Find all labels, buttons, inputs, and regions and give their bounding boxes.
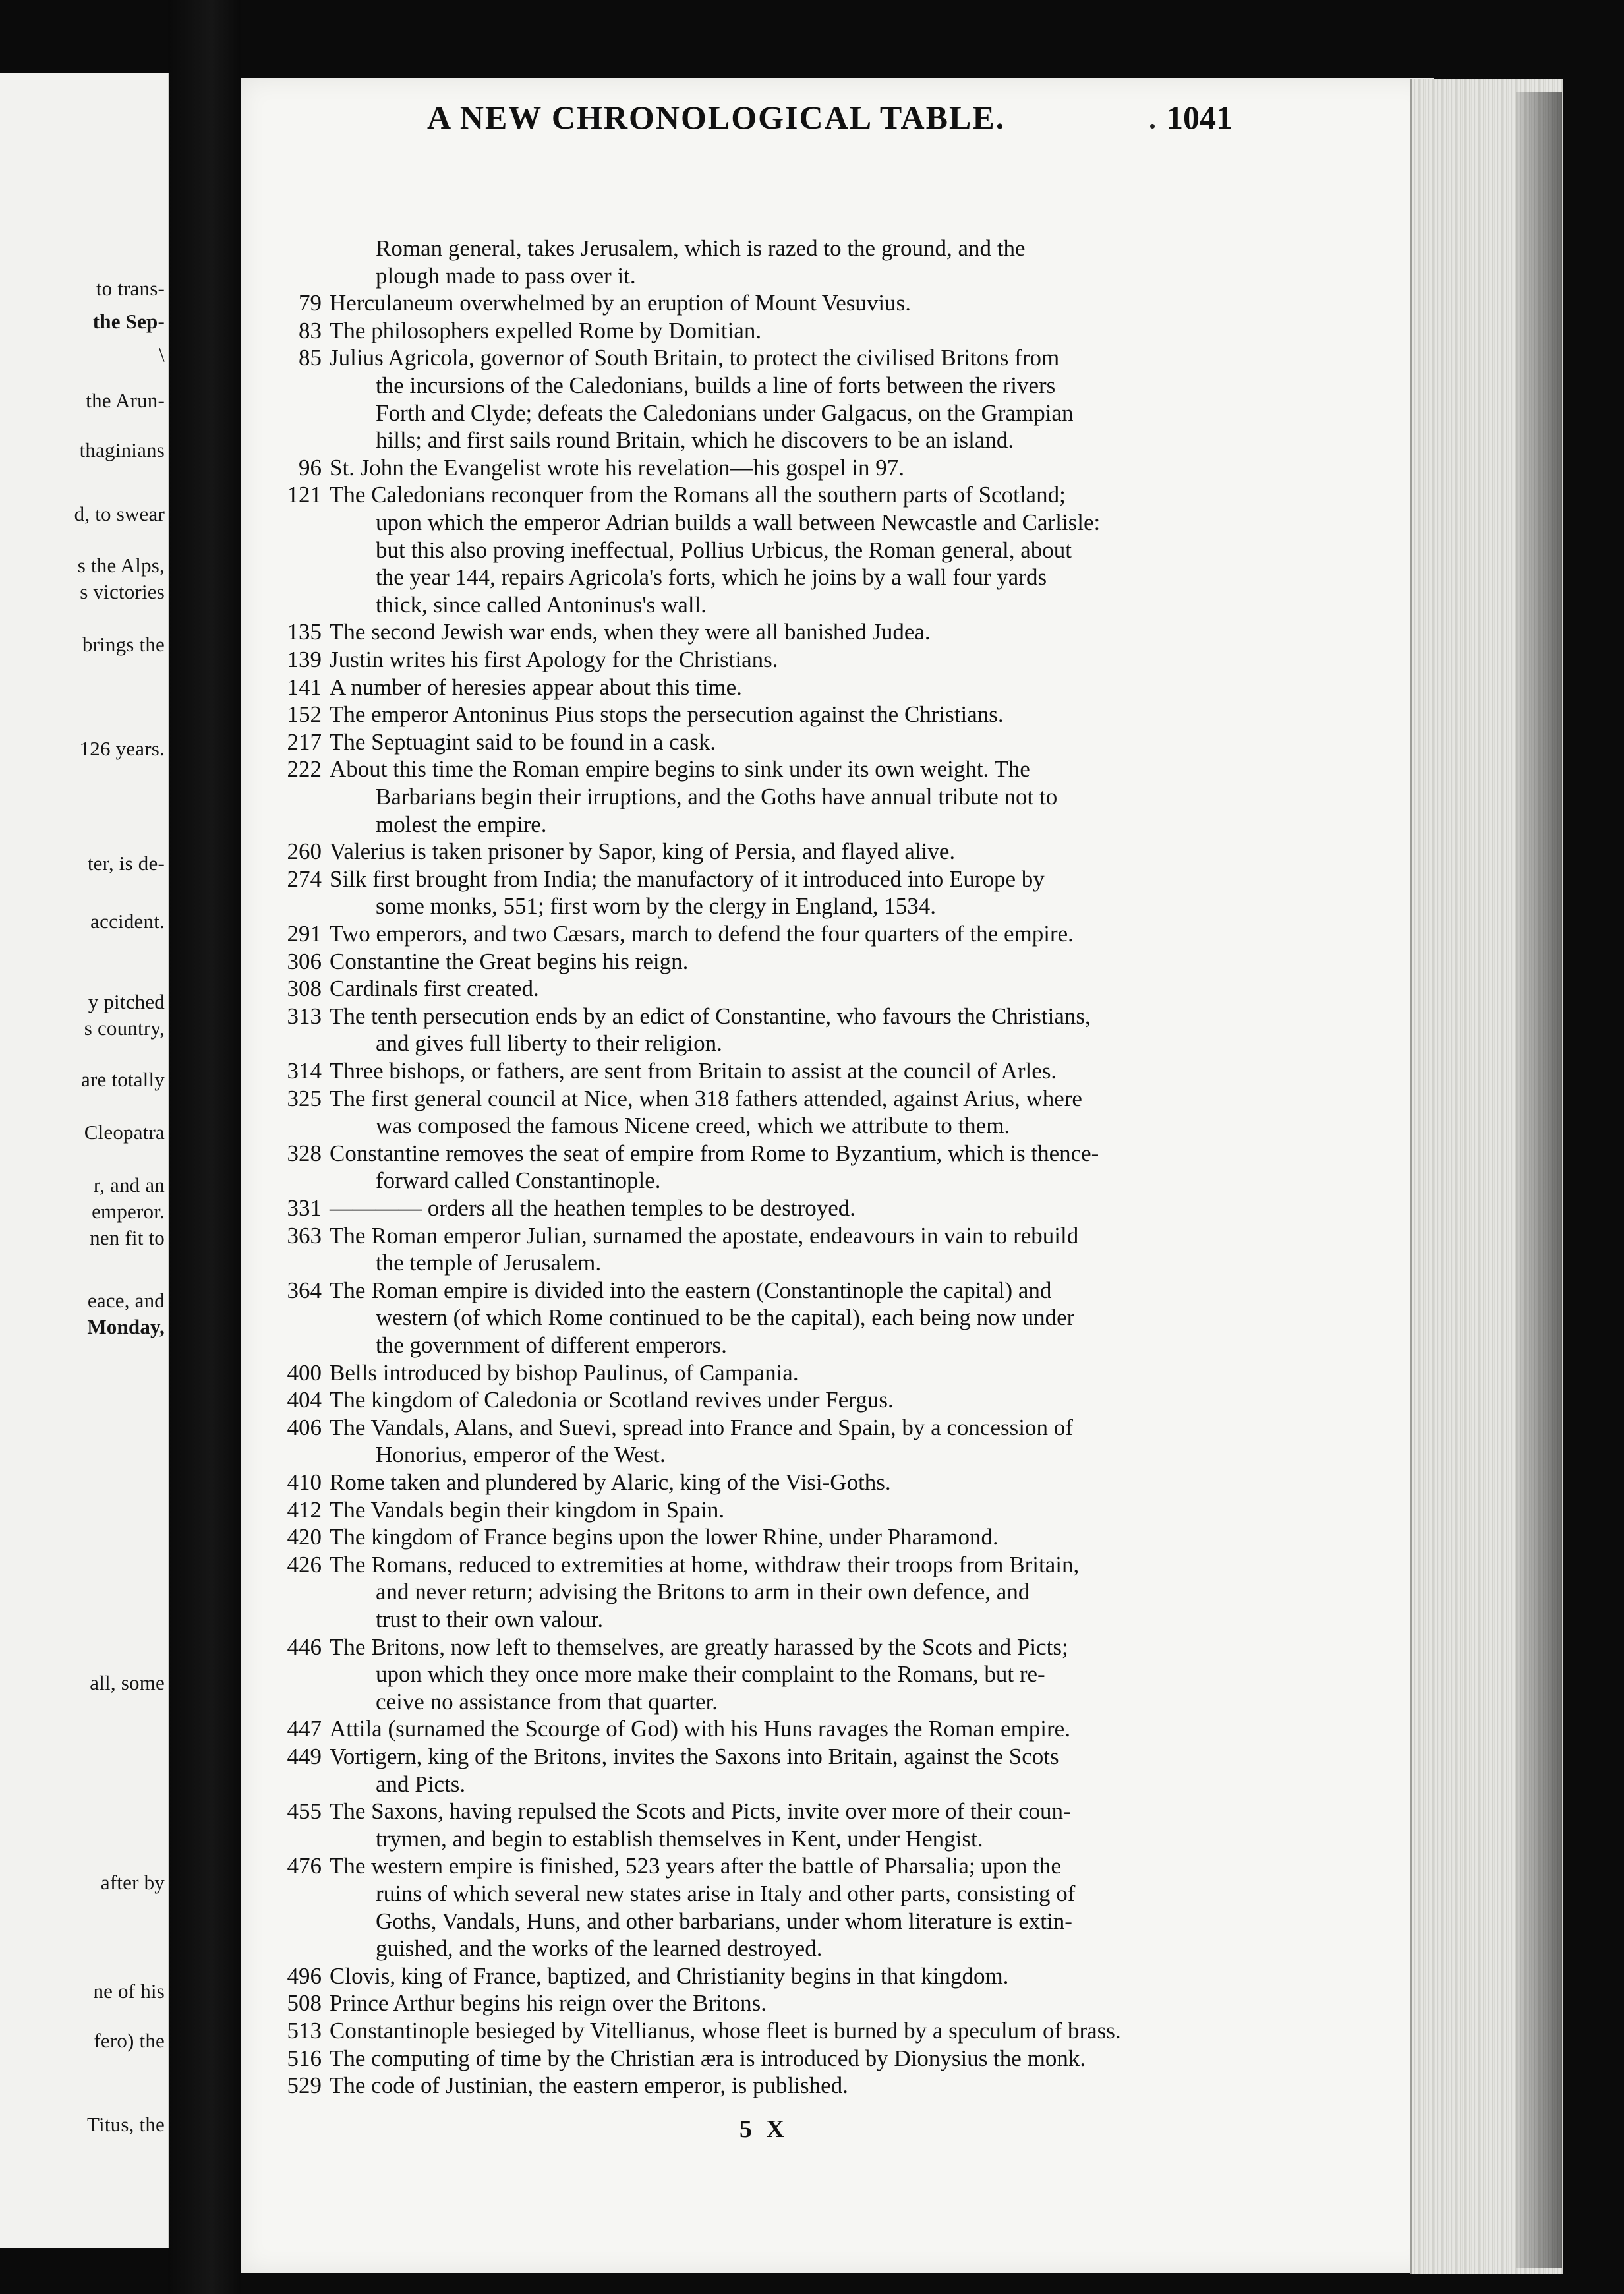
table-row	[264, 454, 1252, 482]
table-row	[264, 866, 1252, 893]
table-row	[264, 1194, 1252, 1222]
entry-text: forward called Constantinople.	[376, 1167, 661, 1193]
left-page-line: r, and an	[93, 1173, 165, 1196]
table-row	[264, 564, 1252, 591]
entry-text: ruins of which several new states arise in Italy and other parts, consisting of	[376, 1881, 1076, 1906]
entry-text: ceive no assistance from that quarter.	[376, 1689, 718, 1715]
table-row	[264, 1962, 1252, 1990]
entry-text: molest the empire.	[376, 811, 547, 837]
entry-year: 331	[287, 1195, 322, 1221]
table-row	[264, 1469, 1252, 1496]
entry-text: Prince Arthur begins his reign over the Britons.	[330, 1990, 767, 2016]
left-page-line: 126 years.	[79, 737, 165, 760]
page-header	[0, 91, 1624, 144]
entry-text: Goths, Vandals, Huns, and other barbarians, under whom literature is extin-	[376, 1908, 1072, 1934]
entry-text: but this also proving ineffectual, Pollius Urbicus, the Roman general, about	[376, 537, 1072, 563]
entry-text: and never return; advising the Britons to arm in their own defence, and	[376, 1579, 1030, 1604]
entry-text: The Roman emperor Julian, surnamed the apostate, endeavours in vain to rebuild	[330, 1223, 1079, 1249]
entry-text: upon which they once more make their complaint to the Romans, but re-	[376, 1661, 1045, 1687]
entry-text: The Septuagint said to be found in a cask.	[330, 729, 716, 755]
entry-text: The Britons, now left to themselves, are greatly harassed by the Scots and Picts;	[330, 1634, 1068, 1660]
entry-year: 139	[287, 647, 322, 672]
table-row	[264, 1085, 1252, 1113]
entry-year: 410	[287, 1469, 322, 1495]
entry-year: 313	[287, 1003, 322, 1029]
entry-year: 496	[287, 1963, 322, 1989]
table-row	[264, 948, 1252, 976]
entry-text: The first general council at Nice, when 318 fathers attended, against Arius, where	[330, 1086, 1082, 1111]
entry-year: 420	[287, 1524, 322, 1550]
entry-year: 364	[287, 1278, 322, 1303]
entry-year: 135	[287, 619, 322, 645]
entry-text: St. John the Evangelist wrote his revelation—his gospel in 97.	[330, 455, 904, 481]
entry-year: 217	[287, 729, 322, 755]
entry-text: ———— orders all the heathen temples to be destroyed.	[330, 1195, 856, 1221]
entry-text: The kingdom of France begins upon the lower Rhine, under Pharamond.	[330, 1524, 999, 1550]
entry-year: 274	[287, 866, 322, 892]
entry-year: 400	[287, 1360, 322, 1386]
entry-text: was composed the famous Nicene creed, which we attribute to them.	[376, 1113, 1010, 1138]
left-page-line: fero) the	[94, 2029, 165, 2052]
entry-year: 447	[287, 1716, 322, 1742]
entry-year: 412	[287, 1497, 322, 1523]
entry-year: 79	[299, 290, 322, 316]
entry-text: Rome taken and plundered by Alaric, king of the Visi-Goths.	[330, 1469, 891, 1495]
table-row	[264, 317, 1252, 345]
table-row	[264, 289, 1252, 317]
entry-year: 314	[287, 1058, 322, 1084]
table-row	[264, 591, 1252, 619]
table-row	[264, 1743, 1252, 1771]
entry-text: Roman general, takes Jerusalem, which is razed to the ground, and the	[376, 235, 1026, 261]
table-row	[264, 1167, 1252, 1194]
entry-text: and gives full liberty to their religion.	[376, 1030, 722, 1056]
left-page-line: brings the	[82, 633, 165, 656]
entry-year: 513	[287, 2018, 322, 2044]
table-row	[264, 2045, 1252, 2073]
entry-year: 449	[287, 1744, 322, 1769]
entry-text: The Vandals begin their kingdom in Spain.	[330, 1497, 725, 1523]
entry-year: 85	[299, 345, 322, 370]
table-row	[264, 1880, 1252, 1908]
entry-text: The philosophers expelled Rome by Domitian.	[330, 318, 762, 343]
entry-text: Justin writes his first Apology for the Christians.	[330, 647, 778, 672]
table-row	[264, 372, 1252, 399]
entry-year: 325	[287, 1086, 322, 1111]
entry-text: trust to their own valour.	[376, 1606, 604, 1632]
table-row	[264, 893, 1252, 920]
table-row	[264, 1661, 1252, 1688]
printer-signature: 5 X	[740, 2115, 788, 2143]
table-row	[264, 1852, 1252, 1880]
table-row	[264, 235, 1252, 262]
entry-text: Herculaneum overwhelmed by an eruption of Mount Vesuvius.	[330, 290, 911, 316]
entry-text: The Saxons, having repulsed the Scots and Picts, invite over more of their coun-	[330, 1798, 1071, 1824]
entry-text: the incursions of the Caledonians, builds a line of forts between the rivers	[376, 372, 1056, 398]
running-title: A NEW CHRONOLOGICAL TABLE.	[427, 99, 1006, 136]
entry-year: 363	[287, 1223, 322, 1249]
table-row	[264, 1030, 1252, 1057]
left-page-line: Monday,	[87, 1315, 165, 1338]
entry-year: 291	[287, 921, 322, 947]
left-page-line: d, to swear	[74, 502, 165, 525]
left-page-line: the Arun-	[86, 389, 165, 412]
entry-year: 529	[287, 2073, 322, 2098]
entry-year: 141	[287, 674, 322, 700]
entry-text: Constantinople besieged by Vitellianus, whose fleet is burned by a speculum of brass.	[330, 2018, 1121, 2044]
table-row	[264, 1441, 1252, 1469]
table-row	[264, 509, 1252, 537]
table-row	[264, 344, 1252, 372]
book-gutter	[168, 0, 241, 2294]
left-page-line: emperor.	[92, 1200, 165, 1223]
entry-text: The computing of time by the Christian æra is introduced by Dionysius the monk.	[330, 2045, 1086, 2071]
table-row	[264, 1003, 1252, 1030]
entry-text: western (of which Rome continued to be the capital), each being now under	[376, 1305, 1075, 1330]
entry-text: The Romans, reduced to extremities at home, withdraw their troops from Britain,	[330, 1552, 1080, 1577]
table-row	[264, 728, 1252, 756]
table-row	[264, 783, 1252, 811]
entry-text: About this time the Roman empire begins to sink under its own weight. The	[330, 756, 1030, 782]
entry-year: 455	[287, 1798, 322, 1824]
left-page-line: Cleopatra	[84, 1121, 165, 1144]
left-page-line: s the Alps,	[77, 554, 165, 577]
table-row	[264, 1633, 1252, 1661]
table-row	[264, 1414, 1252, 1442]
entry-text: thick, since called Antoninus's wall.	[376, 592, 707, 618]
entry-year: 308	[287, 976, 322, 1001]
entry-text: Three bishops, or fathers, are sent from Britain to assist at the council of Arles.	[330, 1058, 1057, 1084]
entry-text: A number of heresies appear about this time.	[330, 674, 742, 700]
entry-text: The Roman empire is divided into the eastern (Constantinople the capital) and	[330, 1278, 1052, 1303]
table-row	[264, 618, 1252, 646]
entry-text: Two emperors, and two Cæsars, march to defend the four quarters of the empire.	[330, 921, 1074, 947]
table-row	[264, 1551, 1252, 1579]
table-row	[264, 481, 1252, 509]
entry-text: Julius Agricola, governor of South Britain, to protect the civilised Britons from	[330, 345, 1060, 370]
left-page-line: eace, and	[87, 1289, 165, 1312]
entry-text: hills; and first sails round Britain, which he discovers to be an island.	[376, 427, 1014, 453]
left-page-line: the Sep-	[92, 310, 165, 333]
table-row	[264, 1771, 1252, 1798]
page-edge-shadow	[1516, 92, 1562, 2268]
table-row	[264, 1057, 1252, 1085]
entry-text: The tenth persecution ends by an edict of Constantine, who favours the Christians,	[330, 1003, 1091, 1029]
entry-year: 404	[287, 1387, 322, 1413]
table-row	[264, 1496, 1252, 1524]
table-row	[264, 399, 1252, 427]
entry-text: Attila (surnamed the Scourge of God) with his Huns ravages the Roman empire.	[330, 1716, 1070, 1742]
table-row	[264, 701, 1252, 728]
table-row	[264, 1606, 1252, 1633]
left-page-line: s country,	[84, 1016, 165, 1040]
left-page-line: ter, is de-	[87, 852, 165, 875]
table-row	[264, 811, 1252, 838]
table-row	[264, 1386, 1252, 1414]
table-row	[264, 1249, 1252, 1277]
table-row	[264, 1277, 1252, 1305]
entry-text: upon which the emperor Adrian builds a wall between Newcastle and Carlisle:	[376, 510, 1101, 535]
entry-year: 446	[287, 1634, 322, 1660]
entry-year: 508	[287, 1990, 322, 2016]
table-row	[264, 1359, 1252, 1387]
entry-year: 260	[287, 838, 322, 864]
left-page-line: nen fit to	[90, 1226, 165, 1249]
entry-text: The western empire is finished, 523 years after the battle of Pharsalia; upon the	[330, 1853, 1061, 1879]
table-row	[264, 537, 1252, 564]
entry-year: 476	[287, 1853, 322, 1879]
entry-year: 306	[287, 949, 322, 974]
table-row	[264, 838, 1252, 866]
entry-text: trymen, and begin to establish themselves in Kent, under Hengist.	[376, 1826, 983, 1852]
table-row	[264, 262, 1252, 290]
table-row	[264, 1304, 1252, 1332]
entry-text: Honorius, emperor of the West.	[376, 1442, 666, 1467]
table-row	[264, 755, 1252, 783]
left-page-line: to trans-	[96, 277, 165, 300]
entry-text: the temple of Jerusalem.	[376, 1250, 602, 1276]
left-page-line: s victories	[80, 580, 165, 603]
table-row	[264, 2017, 1252, 2045]
left-page-line: accident.	[90, 910, 165, 933]
entry-year: 152	[287, 701, 322, 727]
table-row	[264, 1332, 1252, 1359]
left-page-line: ne of his	[93, 1980, 165, 2003]
entry-text: The kingdom of Caledonia or Scotland revives under Fergus.	[330, 1387, 894, 1413]
entry-text: Valerius is taken prisoner by Sapor, king of Persia, and flayed alive.	[330, 838, 956, 864]
entry-text: plough made to pass over it.	[376, 263, 636, 289]
entry-text: the government of different emperors.	[376, 1332, 727, 1358]
left-page-line: Titus, the	[86, 2113, 165, 2136]
entry-year: 96	[299, 455, 322, 481]
entry-text: and Picts.	[376, 1771, 466, 1797]
table-row	[264, 1989, 1252, 2017]
left-page-line: \	[159, 343, 165, 366]
left-page-line: y pitched	[88, 990, 165, 1013]
entry-text: Silk first brought from India; the manufactory of it introduced into Europe by	[330, 866, 1045, 892]
entry-text: Forth and Clyde; defeats the Caledonians under Galgacus, on the Grampian	[376, 400, 1074, 426]
table-row	[264, 2072, 1252, 2100]
entry-year: 83	[299, 318, 322, 343]
entry-year: 328	[287, 1140, 322, 1166]
entry-text: The emperor Antoninus Pius stops the persecution against the Christians.	[330, 701, 1004, 727]
table-row	[264, 1523, 1252, 1551]
table-row	[264, 426, 1252, 454]
left-page-line: are totally	[80, 1068, 165, 1091]
table-row	[264, 1140, 1252, 1167]
entry-year: 426	[287, 1552, 322, 1577]
entry-year: 222	[287, 756, 322, 782]
entry-text: Vortigern, king of the Britons, invites the Saxons into Britain, against the Scots	[330, 1744, 1059, 1769]
table-row	[264, 1688, 1252, 1716]
entry-text: some monks, 551; first worn by the clergy in England, 1534.	[376, 893, 936, 919]
table-row	[264, 1222, 1252, 1250]
entry-year: 406	[287, 1415, 322, 1440]
entry-text: Cardinals first created.	[330, 976, 539, 1001]
entry-text: guished, and the works of the learned destroyed.	[376, 1935, 823, 1961]
table-row	[264, 920, 1252, 948]
entry-text: The code of Justinian, the eastern emperor, is published.	[330, 2073, 848, 2098]
table-row	[264, 1798, 1252, 1825]
table-row	[264, 646, 1252, 674]
entry-text: The Vandals, Alans, and Suevi, spread into France and Spain, by a concession of	[330, 1415, 1073, 1440]
table-row	[264, 1112, 1252, 1140]
entry-text: The second Jewish war ends, when they were all banished Judea.	[330, 619, 931, 645]
entry-text: Barbarians begin their irruptions, and the Goths have annual tribute not to	[376, 784, 1058, 809]
entry-year: 121	[287, 482, 322, 508]
entry-text: Bells introduced by bishop Paulinus, of Campania.	[330, 1360, 799, 1386]
table-row	[264, 975, 1252, 1003]
entry-text: Constantine the Great begins his reign.	[330, 949, 689, 974]
table-row	[264, 1715, 1252, 1743]
left-page-line: all, some	[90, 1671, 165, 1694]
table-row	[264, 1908, 1252, 1935]
entry-text: The Caledonians reconquer from the Romans all the southern parts of Scotland;	[330, 482, 1066, 508]
left-page-line: after by	[100, 1871, 165, 1894]
left-page-line: thaginians	[79, 438, 165, 461]
table-row	[264, 1578, 1252, 1606]
table-row	[264, 1825, 1252, 1853]
page-number: 1041	[1167, 99, 1232, 136]
entry-year: 516	[287, 2045, 322, 2071]
table-row	[264, 1935, 1252, 1962]
entry-text: Constantine removes the seat of empire from Rome to Byzantium, which is thence-	[330, 1140, 1099, 1166]
entry-text: the year 144, repairs Agricola's forts, which he joins by a wall four yards	[376, 564, 1047, 590]
table-row	[264, 674, 1252, 701]
entry-text: Clovis, king of France, baptized, and Christianity begins in that kingdom.	[330, 1963, 1009, 1989]
